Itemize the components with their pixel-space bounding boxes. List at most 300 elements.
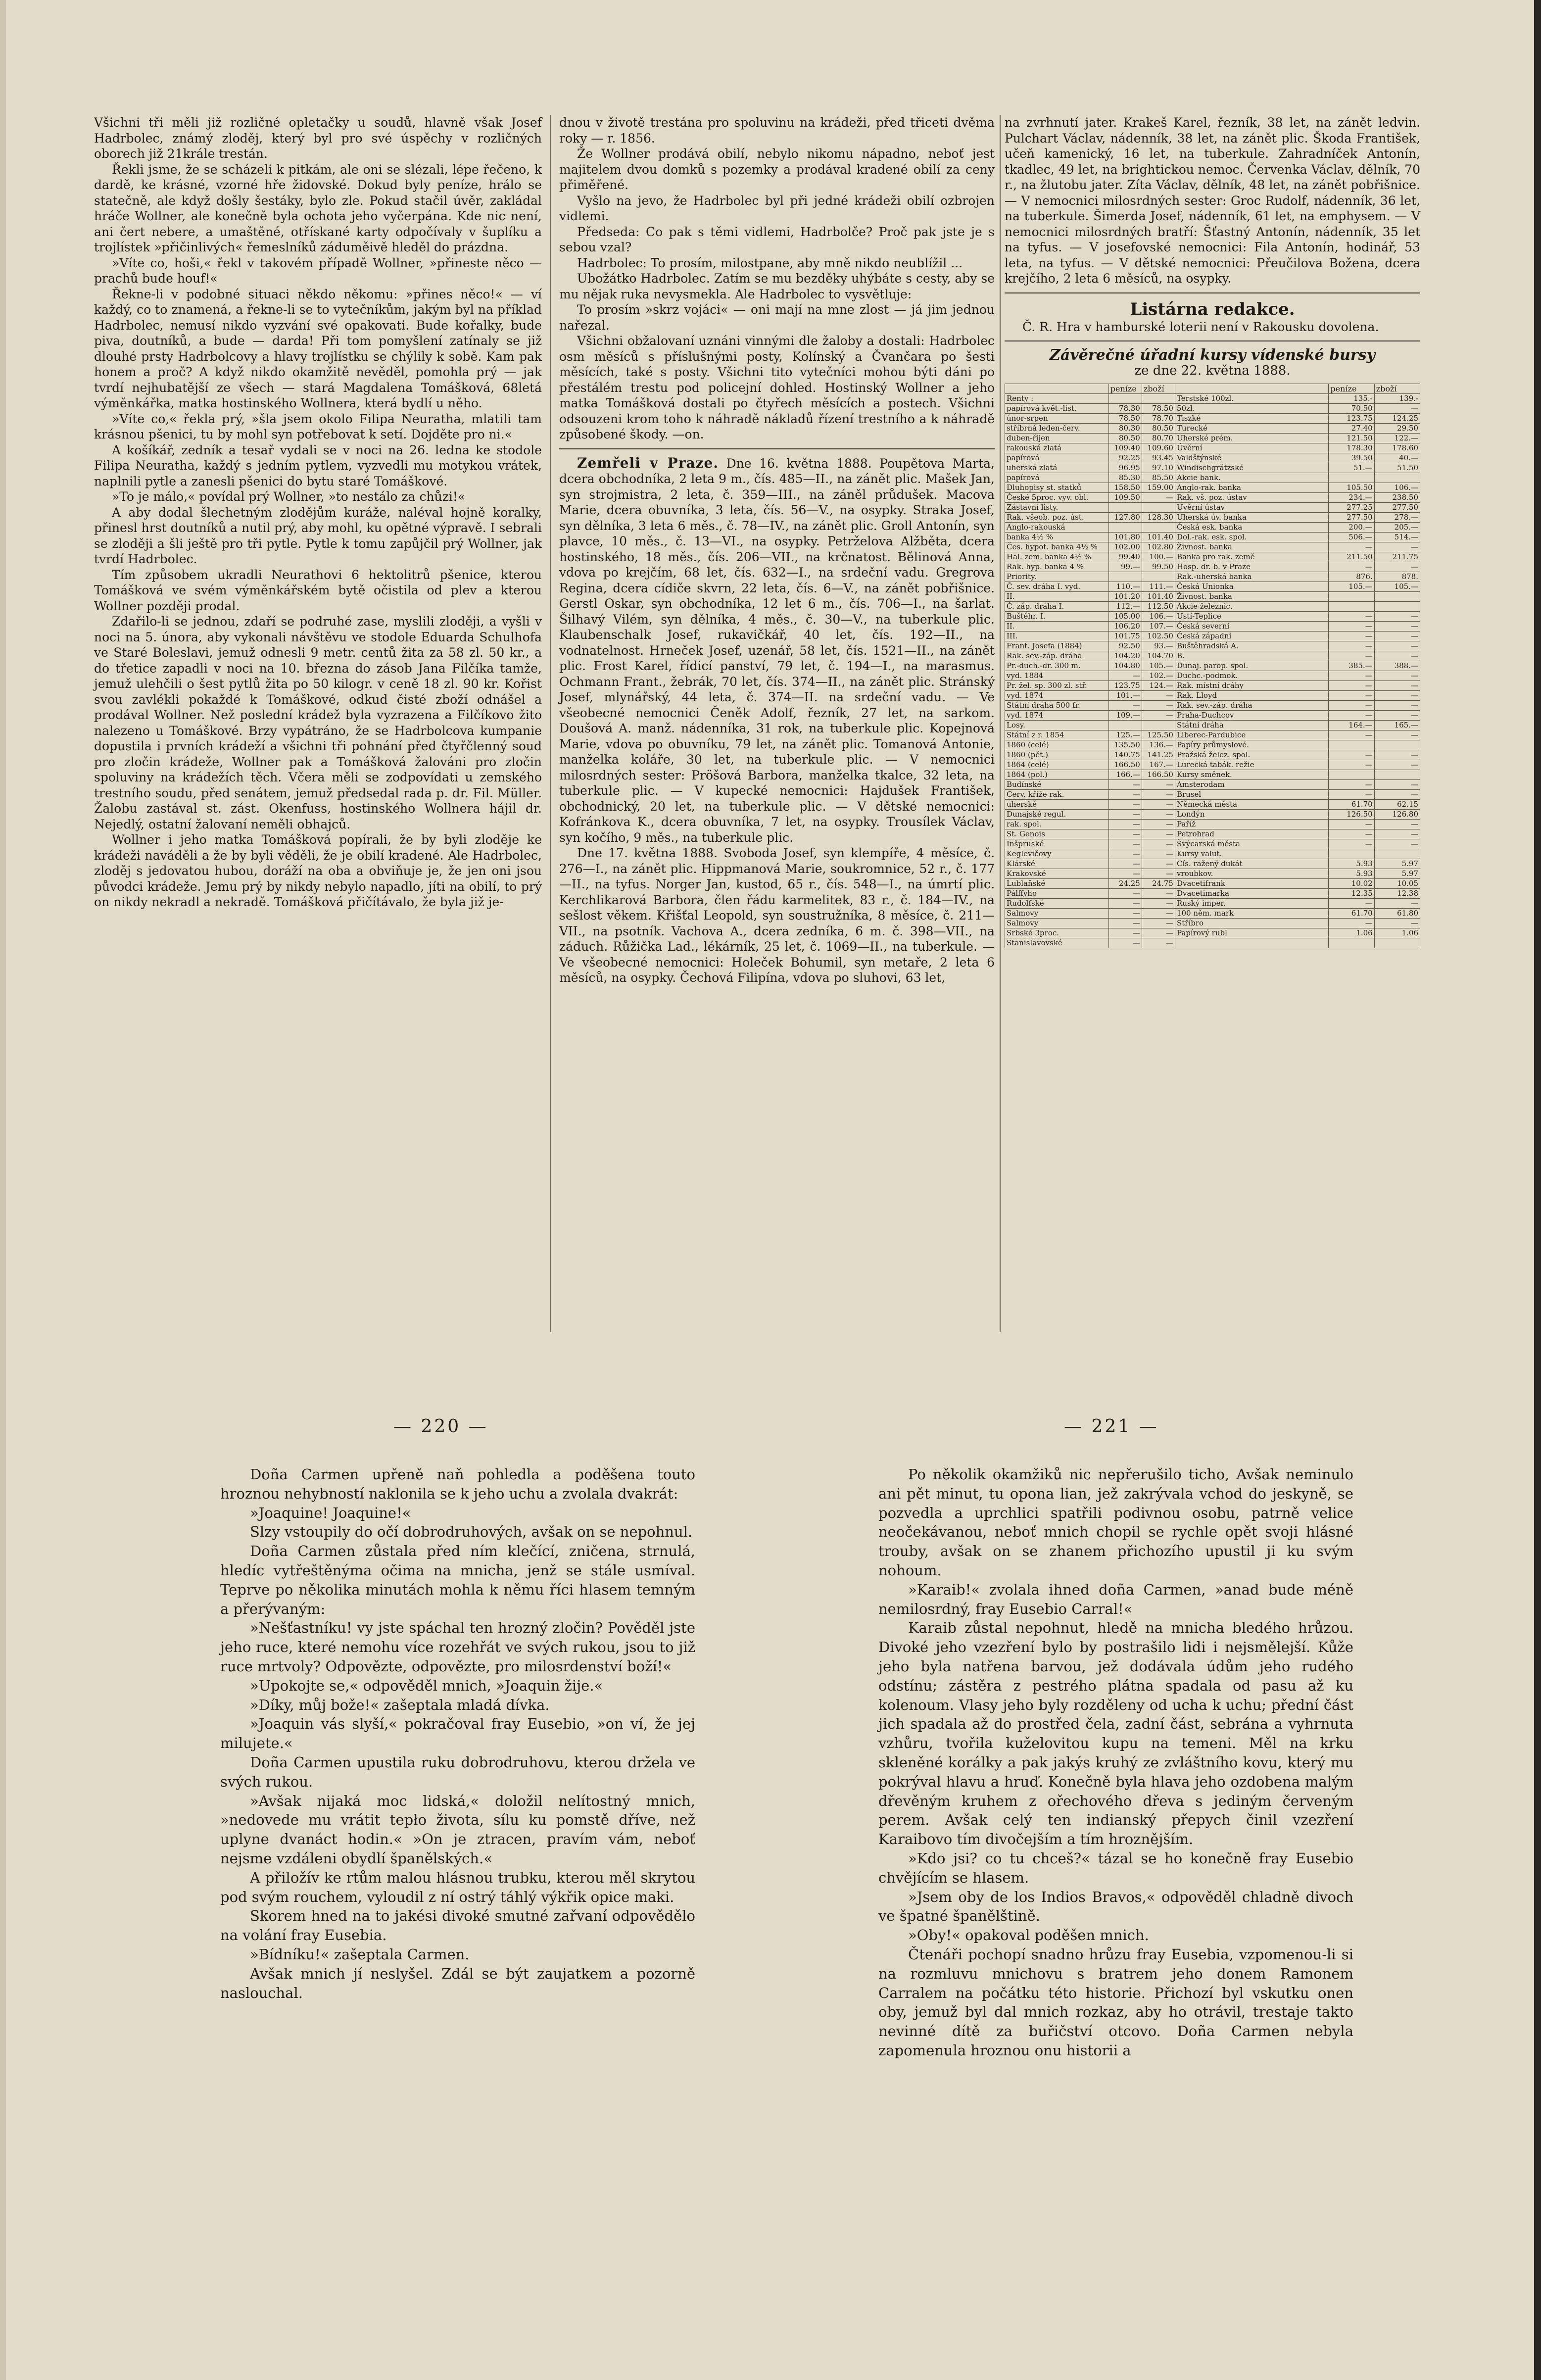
- bursa-cell: 5.97: [1374, 859, 1420, 869]
- bursa-cell: 92.50: [1108, 641, 1142, 651]
- paragraph: Vyšlo na jevo, že Hadrbolec byl při jedné krádeži obilí ozbrojen vidlemi.: [559, 193, 995, 223]
- bursa-cell: 101.40: [1142, 533, 1175, 542]
- bursa-row: [1005, 582, 1420, 592]
- paragraph: A přiložív ke rtům malou hlásnou trubku, kterou měl skrytou pod svým rouchem, vyloudil z ní ostrý táhlý výkřik opice maki.: [220, 1869, 695, 1905]
- bursa-cell: Uherské prém.: [1175, 434, 1328, 443]
- bursa-cell: Č. sev. dráha I. vyd.: [1005, 582, 1109, 592]
- bursa-row: [1005, 622, 1420, 631]
- bursa-cell: 178.30: [1329, 443, 1374, 453]
- bursa-cell: 100 něm. mark: [1175, 909, 1328, 919]
- bursa-cell: —: [1142, 701, 1175, 711]
- bursa-header-cell: [1175, 384, 1328, 394]
- bursa-row: [1005, 889, 1420, 899]
- bursa-cell: Tiszké: [1175, 414, 1328, 424]
- bursa-row: [1005, 711, 1420, 721]
- bursa-cell: Dvacetifrank: [1175, 879, 1328, 889]
- page-number-left: — 220 —: [393, 1416, 488, 1437]
- bursa-cell: 27.40: [1329, 424, 1374, 434]
- bursa-row: [1005, 443, 1420, 453]
- bursa-cell: Anglo-rakouská: [1005, 523, 1109, 533]
- bursa-cell: Pražská želez. spol.: [1175, 750, 1328, 760]
- bursa-cell: —: [1374, 651, 1420, 661]
- bursa-cell: Hal. zem. banka 4½ %: [1005, 552, 1109, 562]
- bursa-cell: Priority.: [1005, 572, 1109, 582]
- bursa-cell: —: [1329, 780, 1374, 790]
- bursa-row: [1005, 592, 1420, 602]
- bursa-cell: Česká Unionka: [1175, 582, 1328, 592]
- bursa-cell: —: [1108, 701, 1142, 711]
- bursa-cell: 128.30: [1142, 513, 1175, 523]
- bursa-cell: —: [1108, 780, 1142, 790]
- bursa-cell: 102.—: [1142, 671, 1175, 681]
- column-divider: [1000, 115, 1001, 1332]
- bursa-cell: 85.50: [1142, 473, 1175, 483]
- bursa-row: [1005, 523, 1420, 533]
- bursa-cell: 109.—: [1108, 711, 1142, 721]
- bursa-cell: —: [1108, 928, 1142, 938]
- novel-right-page: [878, 1465, 1353, 2060]
- deaths-paragraph: Dne 17. května 1888. Svoboda Josef, syn klempíře, 4 měsíce, č. 276—I., na zánět plic. Hippmanová Marie, soukromnice, 52 r., č. 177—II., na tyfus. Norger Jan, kustod, 65 r., čís. 548—I., na úmrtí plic. Kerchlikarová Barbora, člen řádu karmelitek, 83 r., č. 184—IV., na sešlost věkem. Křišťal Leopold, syn soustružníka, 8 měsíce, č. 211—VII., na psotník. Vachova A., dcera zedníka, 6 m. č. 398—VII., na záduch. Růžička Lad., lékárník, 25 let, č. 1069—II., na tuberkule. — Ve všeobecné nemocnici: Holeček Bohumil, syn metaře, 2 leta 6 měsíců, na osypky. Čechová Filipína, vdova po sluhovi, 63 let,: [559, 846, 995, 985]
- bursa-cell: stříbrná leden-červ.: [1005, 424, 1109, 434]
- bursa-cell: 277.50: [1329, 513, 1374, 523]
- bursa-row: [1005, 750, 1420, 760]
- bursa-cell: 96.95: [1108, 463, 1142, 473]
- bursa-cell: vyd. 1874: [1005, 711, 1109, 721]
- bursa-cell: [1374, 849, 1420, 859]
- bursa-cell: Lublaňské: [1005, 879, 1109, 889]
- bursa-row: [1005, 760, 1420, 770]
- page-right-edge: [1534, 0, 1541, 2380]
- bursa-cell: —: [1374, 750, 1420, 760]
- bursa-cell: —: [1329, 562, 1374, 572]
- bursa-cell: —: [1329, 701, 1374, 711]
- bursa-cell: Papíry průmyslové.: [1175, 740, 1328, 750]
- bursa-row: [1005, 453, 1420, 463]
- bursa-cell: 61.80: [1374, 909, 1420, 919]
- bursa-cell: 123.75: [1329, 414, 1374, 424]
- bursa-row: [1005, 493, 1420, 503]
- bursa-row: [1005, 691, 1420, 701]
- bursa-cell: 178.60: [1374, 443, 1420, 453]
- bursa-cell: Valdštýnské: [1175, 453, 1328, 463]
- bursa-row: [1005, 839, 1420, 849]
- bursa-cell: Ruský imper.: [1175, 899, 1328, 909]
- bursa-cell: 121.50: [1329, 434, 1374, 443]
- bursa-row: [1005, 909, 1420, 919]
- bursa-header-row: [1005, 384, 1420, 394]
- bursa-cell: —: [1142, 869, 1175, 879]
- court-report-column: [94, 115, 542, 910]
- bursa-cell: Budínské: [1005, 780, 1109, 790]
- bursa-cell: —: [1374, 691, 1420, 701]
- bursa-row: [1005, 721, 1420, 730]
- bursa-cell: Č. záp. dráha I.: [1005, 602, 1109, 612]
- bursa-cell: 167.—: [1142, 760, 1175, 770]
- bursa-cell: Cerv. kříže rak.: [1005, 790, 1109, 800]
- bursa-cell: 876.: [1329, 572, 1374, 582]
- paragraph: Všichni tři měli již rozličné opletačky u soudů, hlavně však Josef Hadrbolec, známý zloděj, který byl pro své úspěchy v rozličných oborech již 21krále trestán.: [94, 115, 542, 161]
- bursa-row: [1005, 661, 1420, 671]
- bursa-cell: Česká esk. banka: [1175, 523, 1328, 533]
- bursa-cell: 166.50: [1108, 760, 1142, 770]
- bursa-cell: —: [1108, 671, 1142, 681]
- bursa-cell: České 5proc. vyv. obl.: [1005, 493, 1109, 503]
- bursa-cell: 101.—: [1108, 691, 1142, 701]
- bursa-cell: 100.—: [1142, 552, 1175, 562]
- bursa-cell: 125.—: [1108, 730, 1142, 740]
- bursa-cell: —: [1329, 919, 1374, 928]
- bursa-cell: —: [1142, 711, 1175, 721]
- bursa-row: [1005, 800, 1420, 810]
- paragraph: »Kdo jsi? co tu chceš?« tázal se ho konečně fray Eusebio chvějícím se hlasem.: [878, 1849, 1353, 1886]
- bursa-cell: 12.35: [1329, 889, 1374, 899]
- bursa-cell: 12.38: [1374, 889, 1420, 899]
- bursa-cell: 29.50: [1374, 424, 1420, 434]
- bursa-cell: [1108, 394, 1142, 404]
- bursa-cell: 158.50: [1108, 483, 1142, 493]
- bursa-cell: 93.—: [1142, 641, 1175, 651]
- paragraph: »Bídníku!« zašeptala Carmen.: [250, 1945, 470, 1963]
- bursa-cell: —: [1374, 820, 1420, 829]
- bursa-cell: —: [1142, 899, 1175, 909]
- bursa-cell: 106.20: [1108, 622, 1142, 631]
- bursa-cell: 277.25: [1329, 503, 1374, 513]
- paragraph: A aby dodal šlechetným zlodějům kuráže, naléval hojně koralky, přinesl hrst doutníků a nutil prý, aby mohl, ku opětné výpravě. I sebrali se zloději a šli ještě pro tři pytle. Pytle k tomu zapůjčil prý Wollner, jak tvrdí Hadrbolec.: [94, 505, 542, 566]
- bursa-cell: —: [1108, 829, 1142, 839]
- bursa-cell: Rak. Lloyd: [1175, 691, 1328, 701]
- bursa-header-cell: zboží: [1142, 384, 1175, 394]
- bursa-cell: —: [1374, 681, 1420, 691]
- bursa-cell: 506.—: [1329, 533, 1374, 542]
- bursa-row: [1005, 533, 1420, 542]
- bursa-cell: Úvěrní: [1175, 443, 1328, 453]
- bursa-row: [1005, 681, 1420, 691]
- bursa-cell: —: [1108, 790, 1142, 800]
- bursa-cell: 1.06: [1329, 928, 1374, 938]
- bursa-cell: 166.—: [1108, 770, 1142, 780]
- bursa-cell: Losy.: [1005, 721, 1109, 730]
- paragraph: »Oby!« opakoval poděšen mnich.: [908, 1927, 1149, 1944]
- bursa-cell: —: [1329, 711, 1374, 721]
- paragraph: Že Wollner prodává obilí, nebylo nikomu nápadno, neboť jest majitelem dvou domků s pozemky a prodával kradené obilí za ceny přiměřené.: [559, 146, 995, 192]
- bursa-cell: Hosp. dr. b. v Praze: [1175, 562, 1328, 572]
- bursa-cell: papírová: [1005, 473, 1109, 483]
- bursa-cell: —: [1108, 919, 1142, 928]
- bursa-cell: duben-říjen: [1005, 434, 1109, 443]
- bursa-row: [1005, 404, 1420, 414]
- paragraph: »Karaib!« zvolala ihned doña Carmen, »anad bude méně nemilosrdný, fray Eusebio Carral!«: [878, 1581, 1353, 1617]
- paragraph: »Joaquin vás slyší,« pokračoval fray Eusebio, »on ví, že jej milujete.«: [220, 1715, 695, 1752]
- bursa-cell: Kursy valut.: [1175, 849, 1328, 859]
- bursa-cell: 5.97: [1374, 869, 1420, 879]
- bursa-cell: [1374, 602, 1420, 612]
- bursa-cell: —: [1108, 839, 1142, 849]
- bursa-row: [1005, 829, 1420, 839]
- bursa-cell: 10.02: [1329, 879, 1374, 889]
- bursa-cell: 101.20: [1108, 592, 1142, 602]
- bursa-cell: —: [1374, 730, 1420, 740]
- bursa-row: [1005, 562, 1420, 572]
- bursa-cell: 78.30: [1108, 404, 1142, 414]
- bursa-cell: —: [1329, 641, 1374, 651]
- bursa-cell: [1329, 740, 1374, 750]
- bursa-cell: 135.-: [1329, 394, 1374, 404]
- bursa-cell: Salmovy: [1005, 909, 1109, 919]
- bursa-cell: [1374, 938, 1420, 948]
- bursa-cell: —: [1142, 800, 1175, 810]
- section-rule: [1005, 292, 1420, 293]
- bursa-cell: —: [1108, 849, 1142, 859]
- bursa-row: [1005, 483, 1420, 493]
- column-divider: [550, 115, 551, 1332]
- bursa-row: [1005, 572, 1420, 582]
- bursa-cell: —: [1374, 404, 1420, 414]
- paragraph: Doña Carmen upustila ruku dobrodruhovu, kterou držela ve svých rukou.: [220, 1753, 695, 1790]
- bursa-cell: II.: [1005, 622, 1109, 631]
- bursa-cell: 24.75: [1142, 879, 1175, 889]
- bursa-cell: —: [1329, 790, 1374, 800]
- bursa-cell: [1329, 592, 1374, 602]
- bursa-cell: vyd. 1884: [1005, 671, 1109, 681]
- bursa-cell: —: [1108, 889, 1142, 899]
- bursa-row: [1005, 701, 1420, 711]
- deaths-text: Dne 16. května 1888. Poupětova Marta, dcera obchodníka, 2 leta 9 m., čís. 485—II., na zánět plic. Mašek Jan, syn strojmistra, 2 leta, č. 359—III., na záněl průdušek. Macova Marie, dcera obuvníka, 3 leta, čís. 56—V., na osypky. Straka Josef, syn dělníka, 3 leta 6 měs., č. 78—IV., na zánět plic. Groll Antonín, syn plavce, 10 měs., č. 13—VI., na osypky. Petrželova Alžběta, dcera hostinského, 18 měs., čís. 206—VII., na krčnatost. Bělinová Anna, vdova po krejčím, 68 let, čís. 632—I., na srdeční vadu. Gregrova Regina, dcera cídiče skvrn, 22 leta, čís. 6—V., na zánět pobřišnice. Gerstl Oskar, syn obchodníka, 12 let 6 m., čís. 706—I., na šarlat. Šilhavý Vilém, syn dělníka, 4 měs., č. 30—V., na tuberkule plic. Klaubenschalk Josef, rukavičkář, 40 let, čís. 192—II., na vodnatelnost. Hrneček Josef, uzenář, 58 let, čís. 1521—II., na zánět plic. Frost Karel, řídicí panství, 79 let, č. 194—I., na marasmus. Ochmann Frant., žebrák, 70 let, čís. 374—II., na zánět plic. Stránský Josef, mlynářský, 44 leta, č. 374—II. na srdeční vadu. — Ve všeobecné nemocnici Čeněk Adolf, řezník, 27 let, na sarkom. Doušová A. manž. nádenníka, 31 rok, na tuberkule plic. Kopejnová Marie, vdova po obuvníku, 79 let, na zánět plic. Tomanová Antonie, manželka koláře, 30 let, na tuberkule plic. — V nemocnici milosrdných sester: Pröšová Barbora, manželka tkalce, 32 leta, na tuberkule plic. — V kupecké nemocnici: Hajdušek František, obchodnický, 20 let, na tuberkule plic. — V dětské nemocnici: Kofránkova K., dcera obuvníka, 7 let, na osypky. Trousílek Václav, syn kočího, 9 měs., na tuberkule plic.: [559, 456, 995, 845]
- bursa-cell: —: [1374, 612, 1420, 622]
- bursa-cell: Frant. Josefa (1884): [1005, 641, 1109, 651]
- bursa-cell: —: [1142, 928, 1175, 938]
- paragraph: dnou v životě trestána pro spoluvinu na krádeži, před třiceti dvěma roky — r. 1856.: [559, 115, 995, 146]
- paragraph: Karaib zůstal nepohnut, hledě na mnicha bledého hrůzou. Divoké jeho vzezření bylo by postrašilo lidi i nejsmělejší. Kůže jeho byla natřena barvou, jež dodávala údům jeho rudého odstínu; zástěra z pestrého plátna spadala od pasu až ku kolenoum. Vlasy jeho byly rozděleny od ucha k uchu; přední část jich spadala až do prostřed čela, zadní část, sebrána a vyhrnuta vzhůru, tvořila kuželovitou kupu na temeni. Měl na krku skleněné korálky a pak jakýs kruhý ze zvláštního kovu, který mu pokrýval hlavu a hruď. Konečně byla hlava jeho ozdobena malým dřevěným kruhem z ořechového dřeva s jediným červeným perem. Avšak celý ten indianský přepych činil vzezření Karaibovo tím divočejším a tím hroznějším.: [878, 1619, 1353, 1848]
- bursa-cell: Rak. vš. poz. ústav: [1175, 493, 1328, 503]
- paragraph: Všichni obžalovaní uznáni vinnými dle žaloby a dostali: Hadrbolec osm měsíců s příslušnými posty, Kolínský a Čvančara po šesti měsících, také s posty. Všichni tito vytečníci mohou býti dáni po přestálém trestu pod policejní dohled. Hostinský Wollner a jeho matka Tomášková dostali po čtyřech měsících a postech. Všichni odsouzeni krom toho k náhradě nákladů řízení trestního a k náhradě způsobené škody. —on.: [559, 334, 995, 441]
- bursa-cell: 102.80: [1142, 542, 1175, 552]
- bursa-row: [1005, 790, 1420, 800]
- bursa-cell: —: [1142, 790, 1175, 800]
- bursa-cell: [1108, 721, 1142, 730]
- bursa-row: [1005, 810, 1420, 820]
- bursa-cell: Dunaj. parop. spol.: [1175, 661, 1328, 671]
- bursa-cell: [1329, 473, 1374, 483]
- section-rule: [1005, 340, 1420, 341]
- bursa-cell: —: [1329, 750, 1374, 760]
- bursa-cell: Státní dráha 500 fr.: [1005, 701, 1109, 711]
- bursa-cell: —: [1142, 810, 1175, 820]
- bursa-cell: —: [1108, 909, 1142, 919]
- bursa-cell: vyd. 1874: [1005, 691, 1109, 701]
- bursa-cell: 61.70: [1329, 909, 1374, 919]
- deaths-paragraph: [559, 455, 995, 846]
- bursa-cell: 70.50: [1329, 404, 1374, 414]
- bursa-row: [1005, 938, 1420, 948]
- bursa-row: [1005, 740, 1420, 750]
- bursa-cell: —: [1142, 859, 1175, 869]
- deaths-continuation: na zvrhnutí jater. Krakeš Karel, řezník, 38 let, na zánět ledvin. Pulchart Václav, nádenník, 38 let, na zánět plic. Škoda František, učeň kamenický, 16 let, na tuberkule. Zahradníček Antonín, tkadlec, 49 let, na brightickou nemoc. Červenka Václav, dělník, 70 r., na žlutobu jater. Zíta Václav, dělník, 48 let, na zánět pobřišnice. — V nemocnici milosrdných sester: Groc Rudolf, nádenník, 36 let, na tuberkule. Šimerda Josef, nádenník, 61 let, na emphysem. — V nemocnici milosrdných bratří: Šťastný Antonín, nádenník, 35 let na tyfus. — V josefovské nemocnici: Fila Antonín, hodinář, 53 leta, na tyfus. — V dětské nemocnici: Přeučilova Božena, dcera krejčího, 2 leta 6 měsíců, na osypky.: [1005, 115, 1420, 286]
- bursa-cell: 211.50: [1329, 552, 1374, 562]
- bursa-cell: [1142, 721, 1175, 730]
- bursa-cell: 51.50: [1374, 463, 1420, 473]
- bursa-cell: Státní z r. 1854: [1005, 730, 1109, 740]
- bursa-cell: 105.—: [1142, 661, 1175, 671]
- bursa-cell: 105.—: [1374, 582, 1420, 592]
- bursa-cell: —: [1374, 760, 1420, 770]
- bursa-title: Závěrečné úřadní kursy vídenské bursy: [1049, 346, 1376, 364]
- bursa-cell: 234.—: [1329, 493, 1374, 503]
- bursa-cell: Rak. všeob. poz. úst.: [1005, 513, 1109, 523]
- bursa-cell: [1142, 572, 1175, 582]
- bursa-cell: Klárské: [1005, 859, 1109, 869]
- bursa-row: [1005, 542, 1420, 552]
- bursa-cell: [1175, 938, 1328, 948]
- bursa-cell: 101.75: [1108, 631, 1142, 641]
- bursa-cell: uherské: [1005, 800, 1109, 810]
- bursa-cell: —: [1329, 839, 1374, 849]
- bursa-cell: [1142, 523, 1175, 533]
- bursa-cell: —: [1329, 691, 1374, 701]
- paragraph: Doña Carmen zůstala před ním klečící, zničena, strnulá, hledíc vytřeštěnýma očima na mnicha, jenž se stále usmíval. Teprve po několika minutách mohla k němu říci hlasem temným a přerývaným:: [220, 1543, 695, 1617]
- bursa-cell: Srbské 3proc.: [1005, 928, 1109, 938]
- bursa-cell: 102.50: [1142, 631, 1175, 641]
- bursa-cell: —: [1374, 641, 1420, 651]
- bursa-cell: —: [1374, 622, 1420, 631]
- bursa-row: [1005, 424, 1420, 434]
- bursa-cell: Česká severní: [1175, 622, 1328, 631]
- bursa-cell: —: [1374, 919, 1420, 928]
- bursa-cell: Rak. sev.-záp. dráha: [1175, 701, 1328, 711]
- paragraph: »Víte co,« řekla prý, »šla jsem okolo Filipa Neuratha, mlatili tam krásnou pšenici, tu by mohl syn potřebovat k setí. Dojděte pro ni.«: [94, 411, 542, 441]
- bursa-cell: Duchc.-podmok.: [1175, 671, 1328, 681]
- bursa-row: [1005, 602, 1420, 612]
- paragraph: Zdařilo-li se jednou, zdaří se podruhé zase, myslili zloději, a vyšli v noci na 5. února, aby vykonali návštěvu ve stodole Eduarda Schulhofa ve Staré Boleslavi, jemuž odnesli 9 metr. centů žita za 58 zl. 50 kr., a do třetice zapadli v noci na 10. března do zásob Jana Filčíka tamže, jemuž ulehčili o šest pytlů žita po 50 kilogr. v ceně 18 zl. 90 kr. Kořist svou zavlékli pokaždé k Tomáškové, odkud čisté zboží odnášel a prodával Wollner. Než poslední krádež byla vyzrazena a Filčíkovo žito nalezeno u Tomáškové. Brzy vypátráno, že se Hadrbolcova kumpanie dopustila i prvních krádeží a všichni tři pohnání před čtyřčlenný soud pro zločin krádeže, Wollner pak a Tomášková žalováni pro zločin spoluviny na krádežích těch. Včera měli se zodpovídati u zemského trestního soudu, před senátem, jemuž předsedal rada p. dr. Fil. Müller. Žalobu zastával st. zást. Okenfuss, hostinského Wollnera hájil dr. Nejedlý, ostatní žalovaní neměli obhajců.: [94, 614, 542, 831]
- bursa-cell: —: [1142, 909, 1175, 919]
- bursa-cell: banka 4½ %: [1005, 533, 1109, 542]
- bursa-table: [1005, 384, 1420, 948]
- paragraph: Řekne-li v podobné situaci někdo někomu: »přines něco!« — ví každý, co to znamená, a řekne-li se to vytečníkům, jakým byl na příklad Hadrbolec, nemusí nikdo vyzvání své opakovati. Bude kořalky, bude piva, doutníků, a bude — darda! Při tom pomyšlení zatínaly se již dlouhé prsty Hadrbolcovy a hlavy trojlístku se chýlily k sobě. Kam pak honem a proč? A když nikdo okamžitě nevěděl, pomohla prý — jak tvrdí nejhubatější ze všech — stará Magdalena Tomášková, 68letá výměnkářka, matka hostinského Wollnera, která bydlí u něho.: [94, 287, 542, 410]
- bursa-cell: [1329, 849, 1374, 859]
- bursa-cell: [1329, 938, 1374, 948]
- bursa-cell: [1374, 740, 1420, 750]
- bursa-cell: —: [1108, 899, 1142, 909]
- bursa-cell: —: [1374, 780, 1420, 790]
- bursa-cell: —: [1108, 820, 1142, 829]
- bursa-cell: 125.50: [1142, 730, 1175, 740]
- bursa-header-cell: zboží: [1374, 384, 1420, 394]
- bursa-cell: 5.93: [1329, 859, 1374, 869]
- bursa-cell: Úvěrní ústav: [1175, 503, 1328, 513]
- bursa-cell: Kursy směnek.: [1175, 770, 1328, 780]
- paragraph: Po několik okamžiků nic nepřerušilo ticho, Avšak neminulo ani pět minut, tu opona lian, jež zakrývala vchod do jeskyně, se pozvedla a uprchlici spatřili podivnou osobu, patrně velice neočekávanou, neboť mnich chopil se rychle opět svoji hlásné trouby, avšak on se zhanem přichozího upustil ji ku svým nohoum.: [878, 1466, 1353, 1579]
- bursa-cell: Brusel: [1175, 790, 1328, 800]
- page-number-right: — 221 —: [1064, 1416, 1159, 1437]
- bursa-cell: 111.—: [1142, 582, 1175, 592]
- bursa-cell: 1864 (pol.): [1005, 770, 1109, 780]
- paragraph: »Upokojte se,« odpověděl mnich, »Joaquin žije.«: [250, 1677, 603, 1694]
- bursa-row: [1005, 434, 1420, 443]
- paragraph: »Jsem oby de los Indios Bravos,« odpověděl chladně divoch ve špatné španělštině.: [878, 1888, 1353, 1925]
- bursa-cell: 107.—: [1142, 622, 1175, 631]
- bursa-cell: Akcie železnic.: [1175, 602, 1328, 612]
- bursa-cell: únor-srpen: [1005, 414, 1109, 424]
- bursa-header-cell: [1005, 384, 1109, 394]
- bursa-cell: —: [1374, 839, 1420, 849]
- bursa-cell: papírová květ.-list.: [1005, 404, 1109, 414]
- middle-column: [559, 115, 995, 986]
- bursa-cell: —: [1374, 711, 1420, 721]
- bursa-cell: uherská zlatá: [1005, 463, 1109, 473]
- bursa-cell: Rak.-uherská banka: [1175, 572, 1328, 582]
- bursa-cell: Dol.-rak. esk. spol.: [1175, 533, 1328, 542]
- bursa-cell: [1142, 394, 1175, 404]
- bursa-cell: 124.25: [1374, 414, 1420, 424]
- section-rule: [559, 448, 995, 449]
- bursa-cell: Pr. žel. sp. 300 zl. stř.: [1005, 681, 1109, 691]
- bursa-cell: 1860 (celé): [1005, 740, 1109, 750]
- bursa-cell: 278.—: [1374, 513, 1420, 523]
- bursa-cell: —: [1374, 631, 1420, 641]
- bursa-row: [1005, 612, 1420, 622]
- bursa-cell: —: [1329, 542, 1374, 552]
- paragraph: »Nešťastníku! vy jste spáchal ten hrozný zločin? Pověděl jste jeho ruce, které nemohu více rozehřát ve svých rukou, jsou to již ruce mrtvoly? Odpovězte, odpovězte, pro milosrdenství boží!«: [220, 1619, 695, 1675]
- bursa-cell: Paříž: [1175, 820, 1328, 829]
- paragraph: A košíkář, zedník a tesař vydali se v noci na 26. ledna ke stodole Filipa Neuratha, každý s jedním pytlem, vyzvedli mu motykou vrátek, naplnili pytle a zanesli pšenici do bytu staré Tomáškové.: [94, 442, 542, 488]
- bursa-cell: 99.—: [1108, 562, 1142, 572]
- bursa-cell: [1374, 592, 1420, 602]
- bursa-cell: 109.60: [1142, 443, 1175, 453]
- bursa-cell: —: [1329, 612, 1374, 622]
- bursa-cell: 104.80: [1108, 661, 1142, 671]
- bursa-cell: 164.—: [1329, 721, 1374, 730]
- page-left-edge: [0, 0, 6, 2380]
- paragraph: To prosím »skrz vojáci« — oni mají na mne zlost — já jim jednou nařezal.: [559, 302, 995, 333]
- bursa-cell: —: [1142, 780, 1175, 790]
- bursa-cell: —: [1374, 701, 1420, 711]
- bursa-cell: Státní dráha: [1175, 721, 1328, 730]
- bursa-cell: Krakovské: [1005, 869, 1109, 879]
- bursa-cell: 109.50: [1108, 493, 1142, 503]
- bursa-cell: 104.70: [1142, 651, 1175, 661]
- bursa-cell: 205.—: [1374, 523, 1420, 533]
- bursa-cell: 5.93: [1329, 869, 1374, 879]
- bursa-cell: —: [1329, 820, 1374, 829]
- bursa-cell: —: [1108, 859, 1142, 869]
- bursa-cell: 61.70: [1329, 800, 1374, 810]
- bursa-cell: —: [1142, 820, 1175, 829]
- paragraph: »To je málo,« povídal prý Wollner, »to nestálo za chůzi!«: [112, 489, 466, 504]
- bursa-cell: 1864 (celé): [1005, 760, 1109, 770]
- bursa-cell: Renty :: [1005, 394, 1109, 404]
- bursa-header-cell: peníze: [1108, 384, 1142, 394]
- bursa-cell: 80.70: [1142, 434, 1175, 443]
- bursa-cell: 39.50: [1329, 453, 1374, 463]
- bursa-cell: [1374, 473, 1420, 483]
- deaths-title: Zemřeli v Praze.: [577, 454, 719, 471]
- bursa-cell: 105.50: [1329, 483, 1374, 493]
- bursa-cell: 110.—: [1108, 582, 1142, 592]
- bursa-cell: 105.—: [1329, 582, 1374, 592]
- bursa-cell: —: [1374, 562, 1420, 572]
- bursa-cell: 101.40: [1142, 592, 1175, 602]
- bursa-cell: Keglevičovy: [1005, 849, 1109, 859]
- bursa-cell: Německá města: [1175, 800, 1328, 810]
- bursa-cell: 277.50: [1374, 503, 1420, 513]
- bursa-cell: Amsterodam: [1175, 780, 1328, 790]
- bursa-cell: 238.50: [1374, 493, 1420, 503]
- bursa-cell: 124.—: [1142, 681, 1175, 691]
- bursa-cell: [1329, 770, 1374, 780]
- bursa-cell: [1142, 503, 1175, 513]
- bursa-cell: 135.50: [1108, 740, 1142, 750]
- bursa-table-body: [1005, 394, 1420, 948]
- bursa-cell: Rak. hyp. banka 4 %: [1005, 562, 1109, 572]
